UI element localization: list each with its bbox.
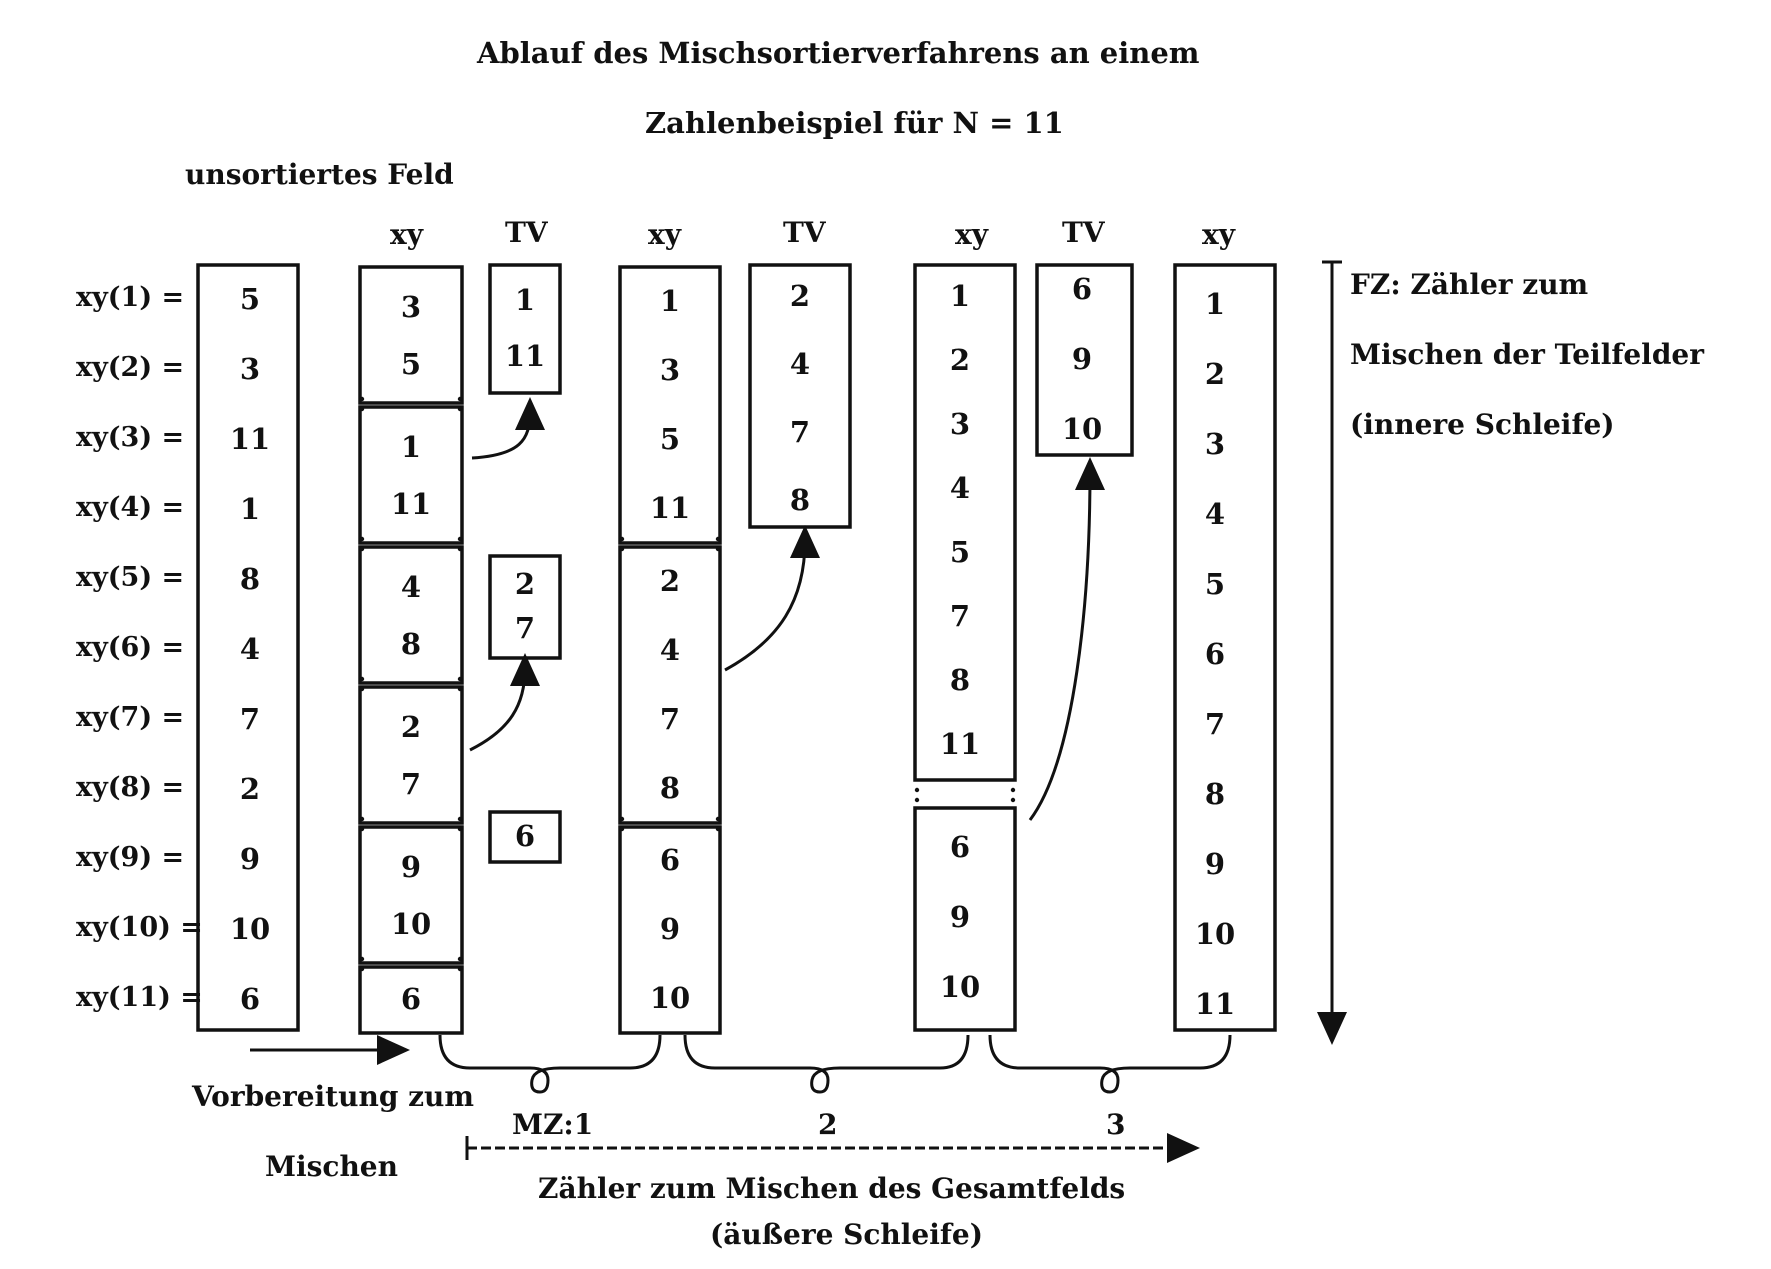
stage2-xy-separator [716, 827, 720, 831]
stage1-xy-separator [458, 957, 462, 961]
sorted-value: 5 [1204, 567, 1226, 601]
preparation-label-line-1: Vorbereitung zum [192, 1080, 475, 1113]
stage1-xy-value: 3 [400, 289, 422, 324]
stage1-xy-value: 5 [400, 346, 422, 381]
stage1-xy-separator [360, 537, 364, 541]
stage2-tv-value: 2 [789, 279, 811, 313]
row-label: xy(2) = [76, 352, 185, 383]
stage2-xy-value: 10 [649, 980, 691, 1015]
stage2-tv-value: 7 [789, 415, 811, 449]
fz-label-line-1: FZ: Zähler zum [1350, 268, 1589, 301]
stage2-tv-value: 8 [789, 483, 811, 517]
stage2-xy-separator [716, 537, 720, 541]
stage1-xy-value: 1 [400, 429, 422, 464]
header-tv-1: TV [505, 216, 548, 249]
sorted-value: 11 [1194, 987, 1236, 1021]
stage1-xy-separator [360, 397, 364, 401]
unsorted-value: 5 [239, 282, 261, 316]
stage2-xy-value: 9 [659, 912, 681, 946]
row-label: xy(8) = [76, 772, 185, 803]
stage3-tv-value: 10 [1061, 412, 1103, 446]
stage1-xy-separator [458, 397, 462, 401]
unsorted-value: 1 [239, 492, 261, 526]
stage1-xy-separator [458, 967, 462, 971]
unsorted-value: 10 [229, 912, 271, 946]
header-xy-2: xy [648, 218, 681, 251]
unsorted-value: 9 [239, 842, 261, 876]
stage1-tv-value: 11 [504, 339, 546, 374]
stage1-tv-value: 2 [514, 566, 536, 601]
sorted-value: 9 [1204, 847, 1226, 881]
stage1-xy-separator [458, 547, 462, 551]
stage3-xy-value: 10 [939, 970, 981, 1004]
transfer-arrow-4 [1030, 472, 1090, 820]
stage1-xy-separator [360, 967, 364, 971]
stage1-xy-value: 10 [390, 906, 432, 941]
stage2-xy-separator [620, 547, 624, 551]
stage1-xy-separator [360, 817, 364, 821]
stage1-xy-value: 6 [400, 982, 422, 1016]
sorted-value: 4 [1204, 497, 1226, 531]
stage3-xy-value: 9 [949, 900, 971, 934]
stage3-tv-value: 9 [1071, 342, 1093, 376]
sorted-value: 6 [1204, 637, 1226, 671]
stage1-xy-box [360, 827, 462, 963]
stage1-xy-separator [360, 547, 364, 551]
header-xy-1: xy [390, 218, 423, 251]
stage1-xy-separator [458, 407, 462, 411]
row-label: xy(10) = [76, 912, 203, 943]
header-xy-4: xy [1202, 218, 1235, 251]
stage1-xy-value: 11 [390, 486, 432, 521]
row-label: xy(6) = [76, 632, 185, 663]
stage2-xy-value: 7 [659, 701, 681, 736]
fz-label-line-3: (innere Schleife) [1350, 408, 1615, 441]
stage3-xy-value: 2 [949, 343, 971, 377]
stage3-xy-value: 6 [949, 830, 971, 864]
stage2-xy-value: 3 [659, 352, 681, 387]
row-label: xy(5) = [76, 562, 185, 593]
brace-mz-2 [685, 1035, 968, 1092]
unsorted-value: 4 [239, 632, 261, 666]
stage1-xy-separator [458, 537, 462, 541]
stage1-xy-separator [360, 827, 364, 831]
mz-label-2: 2 [818, 1108, 838, 1141]
brace-mz-3 [990, 1035, 1230, 1092]
stage2-xy-separator [620, 827, 624, 831]
transfer-arrow-2 [470, 668, 525, 750]
stage3-xy-value: 5 [949, 535, 971, 569]
stage1-xy-separator [458, 687, 462, 691]
stage1-xy-value: 7 [400, 766, 422, 801]
title-line-1: Ablauf des Mischsortierverfahrens an einem [477, 36, 1200, 70]
unsorted-value: 8 [239, 562, 261, 596]
row-label: xy(3) = [76, 422, 185, 453]
unsorted-value: 2 [239, 772, 261, 806]
stage3-xy-value: 4 [949, 471, 971, 505]
stage1-tv-value: 1 [514, 282, 536, 317]
stage1-tv-value: 6 [514, 819, 536, 853]
stage3-xy-value: 11 [939, 727, 981, 761]
preparation-label-line-2: Mischen [265, 1150, 398, 1183]
transfer-arrow-1 [472, 412, 530, 458]
stage1-xy-separator [360, 957, 364, 961]
transfer-arrow-3 [725, 540, 805, 670]
stage1-xy-separator [458, 827, 462, 831]
stage3-xy-separator [1011, 798, 1015, 802]
stage1-xy-box [360, 547, 462, 683]
stage3-xy-separator [915, 788, 919, 792]
header-tv-2: TV [783, 216, 826, 249]
unsorted-value: 11 [229, 422, 271, 456]
outer-counter-label-line-1: Zähler zum Mischen des Gesamtfelds [538, 1172, 1126, 1205]
stage1-xy-box [360, 267, 462, 403]
stage1-xy-separator [360, 687, 364, 691]
stage3-xy-value: 1 [949, 279, 971, 313]
sorted-value: 3 [1204, 427, 1226, 461]
fz-label-line-2: Mischen der Teilfelder [1350, 338, 1704, 371]
unsorted-value: 7 [239, 702, 261, 736]
stage1-xy-separator [458, 677, 462, 681]
row-label: xy(9) = [76, 842, 185, 873]
row-label: xy(11) = [76, 982, 203, 1013]
stage1-xy-separator [458, 817, 462, 821]
sorted-value: 1 [1204, 287, 1226, 321]
stage1-tv-value: 7 [514, 611, 536, 646]
row-label: xy(1) = [76, 282, 185, 313]
stage2-xy-separator [716, 817, 720, 821]
sorted-value: 8 [1204, 777, 1226, 811]
stage1-xy-separator [360, 677, 364, 681]
stage1-xy-value: 8 [400, 626, 422, 661]
stage1-xy-value: 4 [400, 569, 422, 604]
header-xy-3: xy [955, 218, 988, 251]
title-line-2: Zahlenbeispiel für N = 11 [645, 106, 1064, 140]
stage1-xy-separator [360, 407, 364, 411]
sorted-value: 2 [1204, 357, 1226, 391]
mz-label-1: MZ:1 [512, 1108, 594, 1141]
stage2-xy-value: 11 [649, 490, 691, 525]
stage2-xy-value: 2 [659, 563, 681, 598]
sorted-value: 10 [1194, 917, 1236, 951]
stage3-xy-value: 7 [949, 599, 971, 633]
stage2-xy-value: 4 [659, 632, 681, 667]
unsorted-field-label: unsortiertes Feld [185, 158, 454, 191]
stage1-xy-box [360, 407, 462, 543]
stage2-xy-value: 8 [659, 770, 681, 805]
stage3-xy-value: 8 [949, 663, 971, 697]
mz-label-3: 3 [1106, 1108, 1126, 1141]
header-tv-3: TV [1062, 216, 1105, 249]
stage2-xy-separator [716, 547, 720, 551]
stage2-xy-value: 6 [659, 843, 681, 878]
stage2-xy-separator [620, 817, 624, 821]
stage2-xy-separator [620, 537, 624, 541]
stage3-xy-separator [1011, 788, 1015, 792]
outer-counter-label-line-2: (äußere Schleife) [710, 1218, 983, 1251]
stage1-xy-value: 9 [400, 849, 422, 884]
row-label: xy(7) = [76, 702, 185, 733]
stage2-xy-value: 1 [659, 283, 681, 318]
stage3-tv-value: 6 [1071, 272, 1093, 306]
unsorted-value: 3 [239, 352, 261, 386]
stage2-tv-value: 4 [789, 347, 811, 381]
sorted-value: 7 [1204, 707, 1226, 741]
stage2-xy-value: 5 [659, 421, 681, 456]
unsorted-value: 6 [239, 982, 261, 1016]
stage1-xy-box [360, 687, 462, 823]
row-label: xy(4) = [76, 492, 185, 523]
stage3-xy-separator [915, 798, 919, 802]
stage3-xy-value: 3 [949, 407, 971, 441]
stage1-xy-value: 2 [400, 709, 422, 744]
